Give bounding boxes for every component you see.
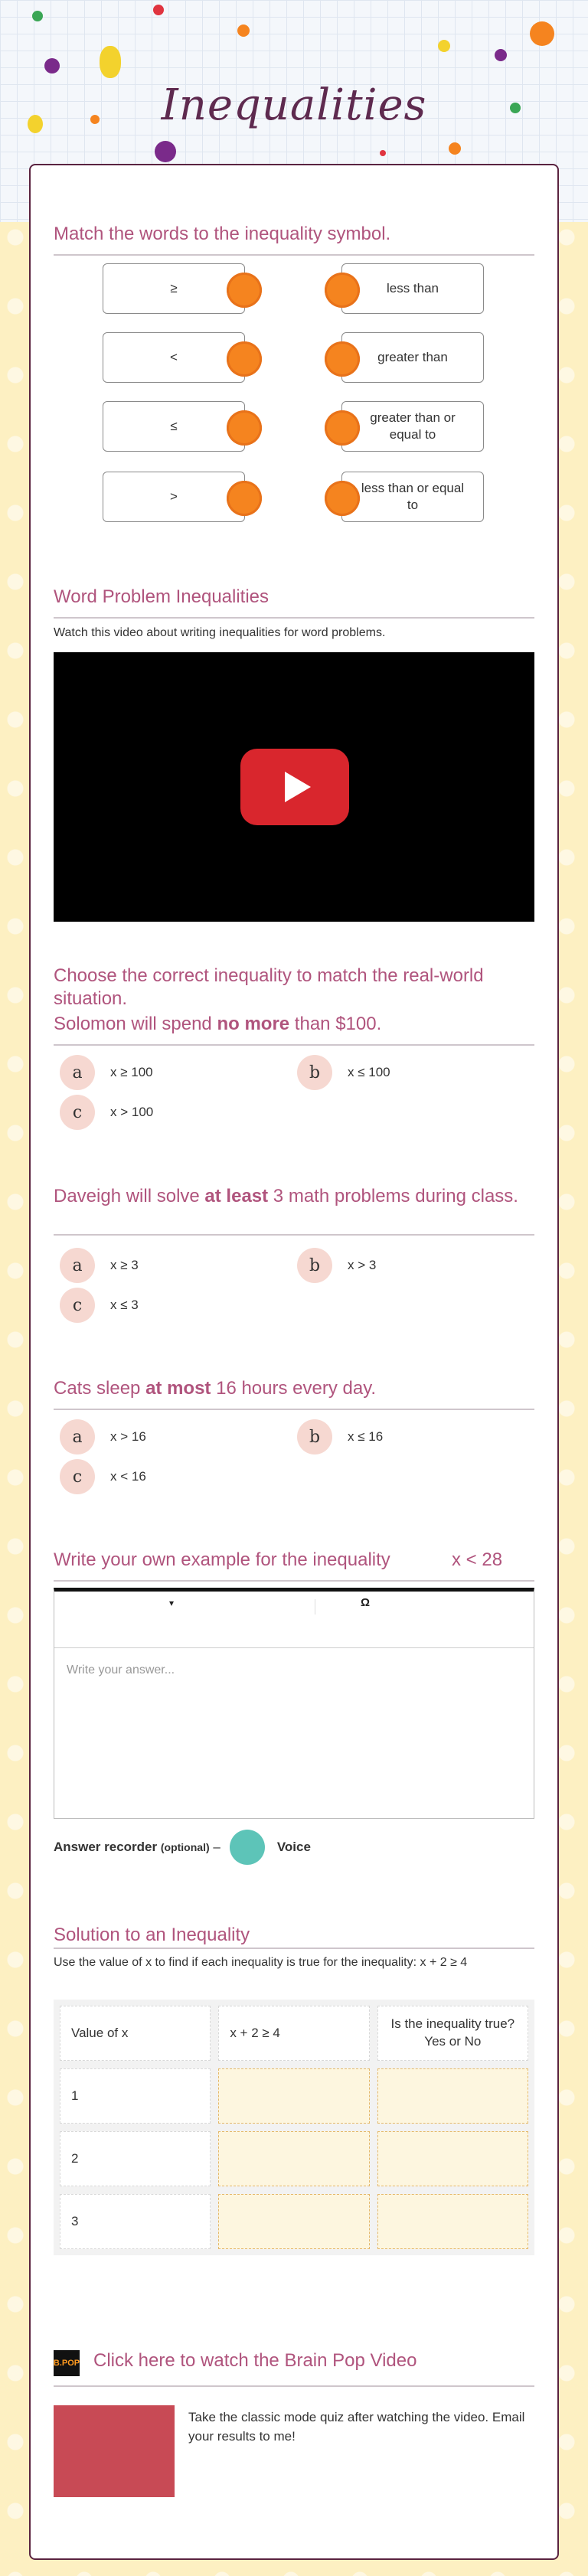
answer-cell[interactable] (377, 2131, 528, 2186)
answer-cell[interactable] (377, 2194, 528, 2249)
answer-cell[interactable] (218, 2131, 369, 2186)
match-connector-dot[interactable] (325, 273, 360, 308)
option-text: x ≥ 100 (110, 1065, 153, 1079)
paint-splat (153, 5, 164, 15)
option-text: x > 3 (348, 1258, 377, 1272)
x-value-cell: 2 (60, 2131, 211, 2186)
answer-recorder (54, 1830, 311, 1865)
paint-splat (530, 21, 554, 46)
answer-option[interactable] (60, 1288, 139, 1323)
recorder-label: Answer recorder (54, 1840, 158, 1854)
match-right-item[interactable]: greater than (341, 332, 484, 383)
answer-cell[interactable] (218, 2194, 369, 2249)
video-player[interactable] (54, 652, 534, 922)
option-letter: c (60, 1459, 95, 1494)
answer-option[interactable] (297, 1055, 390, 1090)
answer-option[interactable] (60, 1095, 153, 1130)
target-inequality: x < 28 (452, 1549, 503, 1570)
option-text: x ≤ 3 (110, 1298, 139, 1312)
table-header-row (60, 2006, 528, 2061)
answer-option[interactable] (297, 1248, 376, 1283)
play-button[interactable] (240, 749, 349, 825)
paint-splat (100, 46, 121, 78)
table-row (60, 2068, 528, 2124)
solution-table (54, 2000, 534, 2255)
option-letter: c (60, 1095, 95, 1130)
format-dropdown-icon[interactable]: ▾ (169, 1598, 175, 1608)
divider (54, 1580, 534, 1582)
match-right-item[interactable]: less than or equal to (341, 472, 484, 522)
solution-instructions: Use the value of x to find if each inequality is true for the inequality: x + 2 ≥ 4 (54, 1956, 468, 1969)
question-heading: Choose the correct inequality to match the real-world situation. (54, 965, 484, 1009)
table-row (60, 2131, 528, 2186)
brainpop-thumbnail-image (54, 2405, 175, 2497)
special-character-icon[interactable]: Ω (361, 1596, 371, 1609)
question-prompt: Cats sleep at most 16 hours every day. (54, 1378, 377, 1399)
option-letter: b (297, 1248, 332, 1283)
answer-cell[interactable] (377, 2068, 528, 2124)
answer-option[interactable] (60, 1055, 153, 1090)
play-icon (285, 772, 311, 802)
paint-splat (380, 150, 386, 156)
match-left-item[interactable]: ≥ (103, 263, 245, 314)
paint-splat (495, 49, 507, 61)
option-text: x ≤ 16 (348, 1429, 384, 1444)
match-connector-dot[interactable] (227, 341, 262, 377)
option-text: x > 100 (110, 1105, 154, 1119)
brainpop-instructions: Take the classic mode quiz after watching the video. Email your results to me! (188, 2410, 525, 2444)
paint-splat (449, 142, 461, 155)
paint-splat (44, 58, 60, 73)
paint-splat (438, 40, 450, 52)
option-letter: a (60, 1055, 95, 1090)
voice-record-button[interactable] (230, 1830, 265, 1865)
match-connector-dot[interactable] (227, 410, 262, 446)
voice-label: Voice (276, 1840, 311, 1854)
divider (54, 254, 534, 256)
match-left-item[interactable]: > (103, 472, 245, 522)
recorder-dash: – (213, 1840, 220, 1854)
option-letter: a (60, 1419, 95, 1455)
editor-toolbar (54, 1592, 534, 1648)
match-heading: Match the words to the inequality symbol. (54, 224, 391, 244)
answer-placeholder: Write your answer... (67, 1663, 175, 1677)
option-letter: b (297, 1419, 332, 1455)
match-connector-dot[interactable] (325, 341, 360, 377)
own-example-heading: Write your own example for the inequality (54, 1549, 390, 1570)
option-text: x ≥ 3 (110, 1258, 139, 1272)
divider (54, 1044, 534, 1046)
match-right-item[interactable]: less than (341, 263, 484, 314)
divider (54, 617, 534, 619)
answer-editor[interactable] (54, 1588, 534, 1819)
page-title: Inequalities (161, 80, 427, 130)
question-prompt: Solomon will spend no more than $100. (54, 1014, 382, 1034)
column-header: Value of x (60, 2006, 211, 2061)
match-left-item[interactable]: ≤ (103, 401, 245, 452)
x-value-cell: 1 (60, 2068, 211, 2124)
solution-heading: Solution to an Inequality (54, 1925, 250, 1945)
column-header: Is the inequality true? Yes or No (377, 2006, 528, 2061)
paint-splat (32, 11, 43, 21)
divider (54, 1948, 534, 1949)
match-connector-dot[interactable] (325, 410, 360, 446)
brainpop-icon: B.POP (54, 2350, 80, 2376)
option-text: x ≤ 100 (348, 1065, 390, 1079)
paint-splat (155, 141, 176, 162)
match-connector-dot[interactable] (227, 481, 262, 516)
answer-cell[interactable] (218, 2068, 369, 2124)
answer-option[interactable] (297, 1419, 383, 1455)
match-connector-dot[interactable] (325, 481, 360, 516)
option-text: x > 16 (110, 1429, 146, 1444)
video-description: Watch this video about writing inequalities for word problems. (54, 626, 386, 639)
paint-splat (237, 24, 250, 37)
answer-option[interactable] (60, 1248, 139, 1283)
option-letter: a (60, 1248, 95, 1283)
option-text: x < 16 (110, 1469, 146, 1484)
column-header: x + 2 ≥ 4 (218, 2006, 369, 2061)
video-heading: Word Problem Inequalities (54, 586, 270, 607)
question-prompt: Daveigh will solve at least 3 math problems during class. (54, 1186, 518, 1206)
divider (54, 1409, 534, 1410)
divider (54, 1234, 534, 1236)
answer-option[interactable] (60, 1419, 146, 1455)
divider (54, 2385, 534, 2387)
match-right-item[interactable]: greater than or equal to (341, 401, 484, 452)
match-left-item[interactable]: < (103, 332, 245, 383)
x-value-cell: 3 (60, 2194, 211, 2249)
recorder-optional: (optional) (160, 1841, 210, 1853)
table-row (60, 2194, 528, 2249)
option-letter: c (60, 1288, 95, 1323)
brainpop-link[interactable]: Click here to watch the Brain Pop Video (93, 2350, 417, 2371)
option-letter: b (297, 1055, 332, 1090)
match-connector-dot[interactable] (227, 273, 262, 308)
answer-option[interactable] (60, 1459, 146, 1494)
